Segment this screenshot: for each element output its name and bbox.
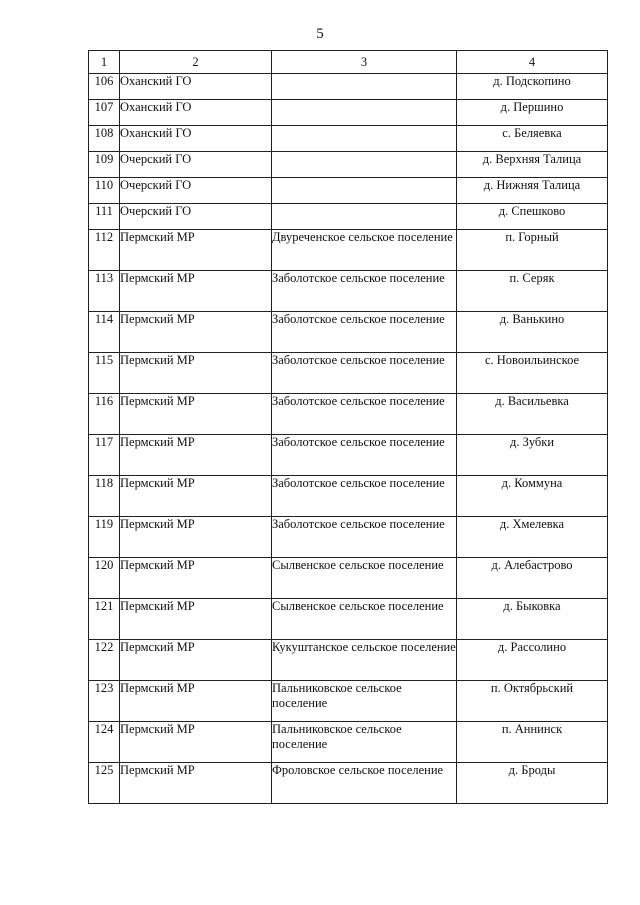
table-row [89,100,608,126]
table-row [89,230,608,271]
settlement-cell [272,126,457,152]
district-cell: Пермский МР [120,435,272,476]
settlement-cell [272,178,457,204]
district-cell: Пермский МР [120,558,272,599]
district-cell: Пермский МР [120,517,272,558]
settlement-cell: Фроловское сельское поселение [272,763,457,804]
row-number: 117 [89,435,120,476]
settlement-cell [272,152,457,178]
table-body [89,74,608,804]
localities-table [88,50,608,804]
settlement-cell: Сылвенское сельское поселение [272,558,457,599]
district-cell: Пермский МР [120,722,272,763]
settlement-cell: Заболотское сельское поселение [272,353,457,394]
table-row [89,312,608,353]
locality-cell: д. Ванькино [457,312,608,353]
row-number: 123 [89,681,120,722]
table-row [89,722,608,763]
column-header: 3 [272,51,457,74]
district-cell: Пермский МР [120,353,272,394]
district-cell: Пермский МР [120,681,272,722]
column-header: 1 [89,51,120,74]
locality-cell: д. Быковка [457,599,608,640]
row-number: 116 [89,394,120,435]
row-number: 112 [89,230,120,271]
settlement-cell: Заболотское сельское поселение [272,517,457,558]
row-number: 120 [89,558,120,599]
district-cell: Пермский МР [120,476,272,517]
table-row [89,126,608,152]
district-cell: Пермский МР [120,394,272,435]
settlement-cell: Кукуштанское сельское поселение [272,640,457,681]
locality-cell: п. Аннинск [457,722,608,763]
district-cell: Пермский МР [120,312,272,353]
row-number: 118 [89,476,120,517]
row-number: 122 [89,640,120,681]
settlement-cell: Двуреченское сельское поселение [272,230,457,271]
table-row [89,435,608,476]
district-cell: Пермский МР [120,271,272,312]
table-row [89,74,608,100]
table-row [89,640,608,681]
page-number: 5 [316,26,324,42]
locality-cell: д. Хмелевка [457,517,608,558]
locality-cell: д. Васильевка [457,394,608,435]
locality-cell: д. Подскопино [457,74,608,100]
district-cell: Оханский ГО [120,126,272,152]
row-number: 121 [89,599,120,640]
settlement-cell [272,74,457,100]
locality-cell: д. Рассолино [457,640,608,681]
district-cell: Пермский МР [120,230,272,271]
row-number: 110 [89,178,120,204]
locality-cell: д. Нижняя Талица [457,178,608,204]
locality-cell: д. Зубки [457,435,608,476]
locality-cell: д. Коммуна [457,476,608,517]
locality-cell: д. Броды [457,763,608,804]
table-row [89,558,608,599]
district-cell: Пермский МР [120,640,272,681]
locality-cell: д. Спешково [457,204,608,230]
district-cell: Очерский ГО [120,178,272,204]
table-row [89,476,608,517]
district-cell: Пермский МР [120,599,272,640]
row-number: 125 [89,763,120,804]
settlement-cell: Заболотское сельское поселение [272,312,457,353]
table-row [89,517,608,558]
table-row [89,353,608,394]
locality-cell: п. Серяк [457,271,608,312]
table-row [89,681,608,722]
locality-cell: с. Беляевка [457,126,608,152]
row-number: 111 [89,204,120,230]
settlement-cell [272,204,457,230]
table-row [89,599,608,640]
settlement-cell: Пальниковское сельское поселение [272,722,457,763]
locality-cell: д. Алебастрово [457,558,608,599]
locality-cell: д. Першино [457,100,608,126]
table-row [89,178,608,204]
locality-cell: с. Новоильинское [457,353,608,394]
district-cell: Очерский ГО [120,204,272,230]
settlement-cell: Заболотское сельское поселение [272,476,457,517]
district-cell: Очерский ГО [120,152,272,178]
row-number: 114 [89,312,120,353]
settlement-cell: Заболотское сельское поселение [272,271,457,312]
column-header: 4 [457,51,608,74]
settlement-cell: Заболотское сельское поселение [272,394,457,435]
table-row [89,152,608,178]
row-number: 107 [89,100,120,126]
locality-cell: п. Октябрьский [457,681,608,722]
row-number: 106 [89,74,120,100]
row-number: 119 [89,517,120,558]
locality-cell: п. Горный [457,230,608,271]
settlement-cell: Пальниковское сельское поселение [272,681,457,722]
row-number: 115 [89,353,120,394]
settlement-cell [272,100,457,126]
table-row [89,271,608,312]
table-header-row [89,51,608,74]
locality-cell: д. Верхняя Талица [457,152,608,178]
table-row [89,394,608,435]
row-number: 124 [89,722,120,763]
column-header: 2 [120,51,272,74]
district-cell: Оханский ГО [120,100,272,126]
row-number: 113 [89,271,120,312]
table-row [89,763,608,804]
district-cell: Оханский ГО [120,74,272,100]
district-cell: Пермский МР [120,763,272,804]
table-row [89,204,608,230]
row-number: 108 [89,126,120,152]
row-number: 109 [89,152,120,178]
settlement-cell: Сылвенское сельское поселение [272,599,457,640]
settlement-cell: Заболотское сельское поселение [272,435,457,476]
